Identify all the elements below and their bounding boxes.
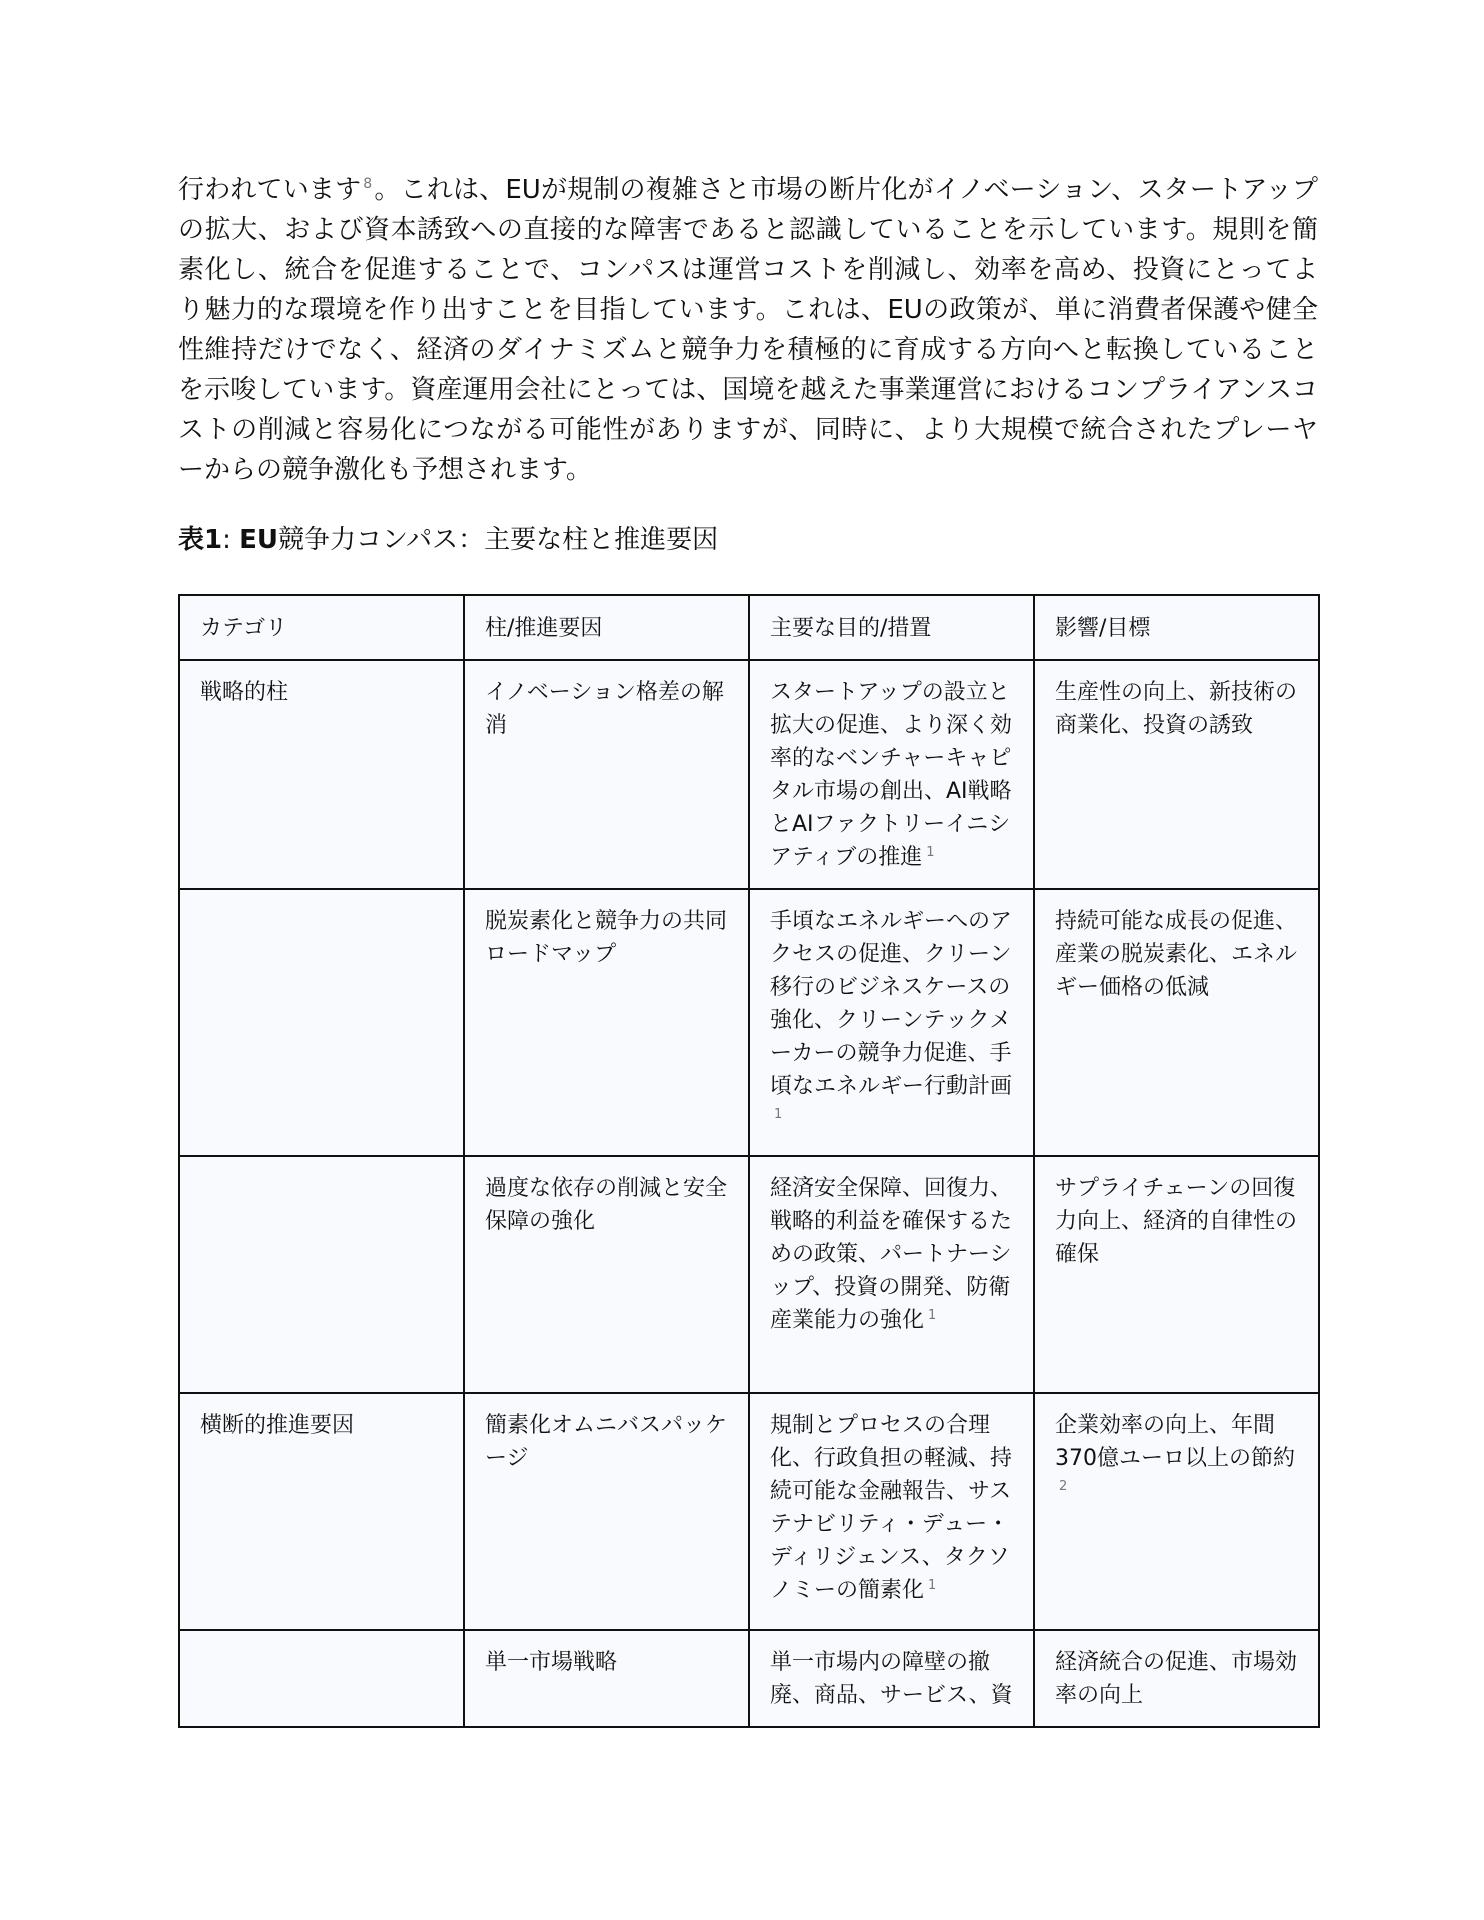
caption-bold: EU xyxy=(239,525,278,555)
cell-measures xyxy=(749,1156,1034,1393)
table-row xyxy=(179,660,1319,889)
cell-measures xyxy=(749,660,1034,889)
measures-text: 規制とプロセスの合理化、行政負担の軽減、持続可能な金融報告、サステナビリティ・デュー・ディリジェンス、タクソノミーの簡素化 xyxy=(770,1413,1013,1603)
impact-text: 経済統合の促進、市場効率の向上 xyxy=(1055,1650,1298,1708)
table-row xyxy=(179,1156,1319,1393)
cell-category: 戦略的柱 xyxy=(179,660,464,889)
cell-pillar: 簡素化オムニバスパッケージ xyxy=(464,1393,749,1630)
table-row xyxy=(179,1393,1319,1630)
body-paragraph xyxy=(178,170,1318,490)
footnote-ref[interactable]: 1 xyxy=(928,1577,937,1593)
competitiveness-table xyxy=(178,594,1320,1728)
footnote-ref[interactable]: 1 xyxy=(774,1106,783,1122)
impact-text: 生産性の向上、新技術の商業化、投資の誘致 xyxy=(1055,680,1298,738)
cell-measures xyxy=(749,889,1034,1156)
caption-rest: 競争力コンパス：主要な柱と推進要因 xyxy=(278,525,719,555)
footnote-ref[interactable]: 1 xyxy=(926,844,935,860)
cell-pillar: イノベーション格差の解消 xyxy=(464,660,749,889)
header-category: カテゴリ xyxy=(179,595,464,660)
table-header-row xyxy=(179,595,1319,660)
table-caption xyxy=(178,520,1318,560)
header-pillar: 柱/推進要因 xyxy=(464,595,749,660)
document-page xyxy=(178,170,1318,1708)
cell-impact xyxy=(1034,660,1319,889)
impact-text: 持続可能な成長の促進、産業の脱炭素化、エネルギー価格の低減 xyxy=(1055,909,1298,1000)
footnote-ref[interactable]: 1 xyxy=(928,1307,937,1323)
cell-impact xyxy=(1034,889,1319,1156)
measures-text: 手頃なエネルギーへのアクセスの促進、クリーン移行のビジネスケースの強化、クリーンテックメーカーの競争力促進、手頃なエネルギー行動計画 xyxy=(770,909,1013,1099)
cell-category xyxy=(179,889,464,1156)
header-measures: 主要な目的/措置 xyxy=(749,595,1034,660)
cell-measures xyxy=(749,1630,1034,1727)
header-impact: 影響/目標 xyxy=(1034,595,1319,660)
caption-separator: : xyxy=(222,525,240,555)
cell-impact xyxy=(1034,1393,1319,1630)
cell-impact xyxy=(1034,1630,1319,1727)
cell-category: 横断的推進要因 xyxy=(179,1393,464,1630)
cell-category xyxy=(179,1630,464,1727)
impact-text: 企業効率の向上、年間370億ユーロ以上の節約 xyxy=(1055,1413,1295,1471)
footnote-ref[interactable]: 2 xyxy=(1059,1478,1068,1494)
footnote-ref[interactable]: 8 xyxy=(363,176,373,193)
cell-measures xyxy=(749,1393,1034,1630)
measures-text: スタートアップの設立と拡大の促進、より深く効率的なベンチャーキャピタル市場の創出、AI戦略とAIファクトリーイニシアティブの推進 xyxy=(770,680,1013,870)
paragraph-text-start: 行われています xyxy=(178,175,362,205)
impact-text: サプライチェーンの回復力向上、経済的自律性の確保 xyxy=(1055,1176,1298,1267)
cell-category xyxy=(179,1156,464,1393)
cell-pillar: 過度な依存の削減と安全保障の強化 xyxy=(464,1156,749,1393)
table-row xyxy=(179,889,1319,1156)
measures-text: 単一市場内の障壁の撤廃、商品、サービス、資 xyxy=(770,1650,1013,1708)
paragraph-text-rest: 。これは、EUが規制の複雑さと市場の断片化がイノベーション、スタートアップの拡大、および資本誘致への直接的な障害であると認識していることを示しています。規則を簡素化し、統合を促進することで、コンパスは運営コストを削減し、効率を高め、投資にとってより魅力的な環境を作り出すことを目指しています。これは、EUの政策が、単に消費者保護や健全性維持だけでなく、経済のダイナミズムと競争力を積極的に育成する方向へと転換していることを示唆しています。資産運用会社にとっては、国境を越えた事業運営におけるコンプライアンスコストの削減と容易化につながる可能性がありますが、同時に、より大規模で統合されたプレーヤーからの競争激化も予想されます。 xyxy=(178,175,1318,485)
table-row xyxy=(179,1630,1319,1727)
measures-text: 経済安全保障、回復力、戦略的利益を確保するための政策、パートナーシップ、投資の開発、防衛産業能力の強化 xyxy=(770,1176,1013,1333)
cell-pillar: 脱炭素化と競争力の共同ロードマップ xyxy=(464,889,749,1156)
caption-label: 表1 xyxy=(178,525,223,555)
cell-impact xyxy=(1034,1156,1319,1393)
cell-pillar: 単一市場戦略 xyxy=(464,1630,749,1727)
